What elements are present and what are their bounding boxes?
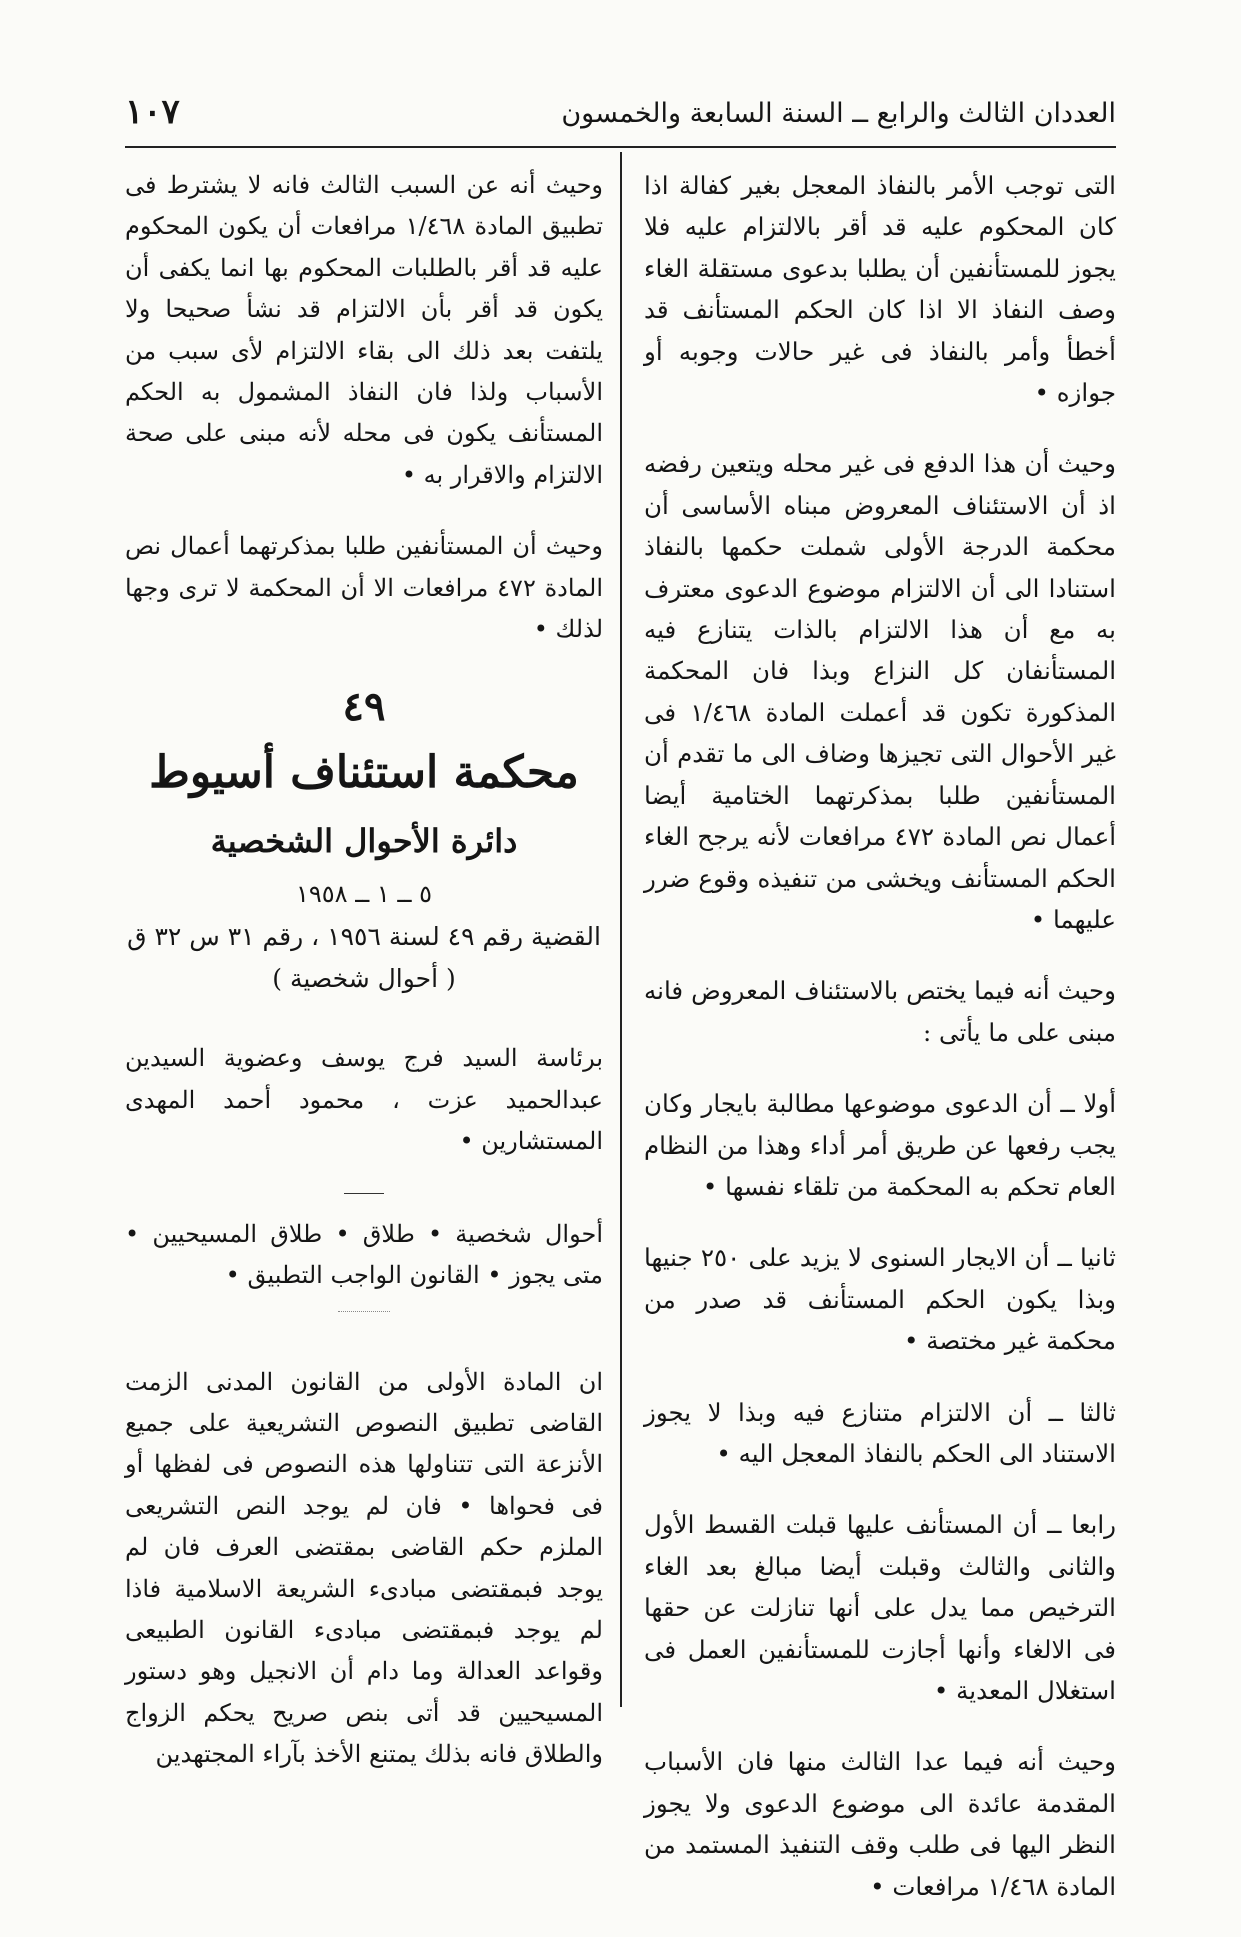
separator-rule	[344, 1193, 384, 1194]
paragraph: ثالثا ــ أن الالتزام متنازع فيه وبذا لا يجوز الاستناد الى الحكم بالنفاذ المعجل اليه •	[644, 1397, 1116, 1468]
separator-rule	[338, 1311, 390, 1312]
paragraph: رابعا ــ أن المستأنف عليها قبلت القسط الأول والثانى والثالث وقبلت أيضا مبالغ بعد الغاء الترخيص مما يدل على أنها تنازلت عن حقها فى الالغاء وأنها أجازت للمستأنفين العمل فى استغلال المعدية •	[644, 1510, 1116, 1705]
paragraph: وحيث أنه فيما يختص بالاستئناف المعروض فانه مبنى على ما يأتى :	[644, 976, 1116, 1047]
paragraph: وحيث أنه فيما عدا الثالث منها فان الأسباب المقدمة عائدة الى موضوع الدعوى ولا يجوز النظر اليها فى طلب وقف التنفيذ المستمد من المادة ١/٤٦٨ مرافعات •	[644, 1747, 1116, 1901]
paragraph: وحيث أن هذا الدفع فى غير محله ويتعين رفضه اذ أن الاستئناف المعروض مبناه الأساسى أن محكمة الدرجة الأولى شملت حكمها بالنفاذ استنادا الى أن الالتزام موضوع الدعوى معترف به مع أن هذا الالتزام بالذات يتنازع فيه المستأنفان كل النزاع وبذا فان المحكمة المذكورة تكون قد أعملت المادة ١/٤٦٨ فى غير الأحوال التى تجيزها وضاف الى ما تقدم أن المستأنفين طلبا بمذكرتهما الختامية أيضا أعمال نص المادة ٤٧٢ مرافعات لأنه يرجح الغاء الحكم المستأنف ويخشى من تنفيذه وقوع ضرر عليهما •	[644, 449, 1116, 934]
column-divider	[620, 152, 622, 1707]
case-date: ٥ ــ ١ ــ ١٩٥٨	[296, 880, 432, 909]
paragraph: ثانيا ــ أن الايجار السنوى لا يزيد على ٢٥٠ جنيها وبذا يكون الحكم المستأنف قد صدر من محكمة غير مختصة •	[644, 1243, 1116, 1356]
paragraph: وحيث أنه عن السبب الثالث فانه لا يشترط فى تطبيق المادة ١/٤٦٨ مرافعات أن يكون المحكوم عليه قد أقر بالطلبات المحكوم بها انما يكفى أن يكون قد أقر بأن الالتزام قد نشأ صحيحا ولا يلتفت بعد ذلك الى بقاء الالتزام لأى سبب من الأسباب ولذا فان النفاذ المشمول به الحكم المستأنف يكون فى محله لأنه مبنى على صحة الالتزام والاقرار به •	[125, 171, 603, 489]
header-rule	[125, 146, 1116, 148]
case-number: ٤٩	[342, 683, 386, 731]
case-reference: القضية رقم ٤٩ لسنة ١٩٥٦ ، رقم ٣١ س ٣٢ ق	[127, 922, 601, 952]
subject-tags: أحوال شخصية • طلاق • طلاق المسيحيين • متى يجوز • القانون الواجب التطبيق •	[125, 1219, 603, 1290]
court-name: محكمة استئناف أسيوط	[149, 747, 579, 799]
case-type: ( أحوال شخصية )	[272, 964, 456, 994]
legal-principle: ان المادة الأولى من القانون المدنى الزمت القاضى تطبيق النصوص التشريعية على جميع الأنزعة التى تتناولها هذه النصوص فى لفظها أو فى فحواها • فان لم يوجد النص التشريعى الملزم حكم القاضى بمقتضى العرف فان لم يوجد فبمقتضى مبادىء الشريعة الاسلامية فاذا لم يوجد فبمقتضى مبادىء القانون الطبيعى وقواعد العدالة وما دام أن الانجيل وهو دستور المسيحيين قد أتى بنص صريح يحكم الزواج والطلاق فانه بذلك يمتنع الأخذ بآراء المجتهدين	[125, 1367, 604, 1769]
paragraph: التى توجب الأمر بالنفاذ المعجل بغير كفالة اذا كان المحكوم عليه قد أقر بالالتزام عليه فلا يجوز للمستأنفين أن يطلبا بدعوى مستقلة الغاء وصف النفاذ الا اذا كان الحكم المستأنف قد أخطأ وأمر بالنفاذ فى غير حالات وجوبه أو جوازه •	[644, 171, 1116, 408]
bench-composition: برئاسة السيد فرج يوسف وعضوية السيدين عبدالحميد عزت ، محمود أحمد المهدى المستشارين •	[125, 1044, 603, 1156]
left-column	[125, 165, 603, 1806]
right-column	[644, 165, 1116, 1937]
page-header	[125, 88, 1116, 140]
page-number: ١٠٧	[125, 92, 180, 132]
paragraph: أولا ــ أن الدعوى موضوعها مطالبة بايجار وكان يجب رفعها عن طريق أمر أداء وهذا من النظام العام تحكم به المحكمة من تلقاء نفسها •	[644, 1089, 1116, 1201]
running-title: العددان الثالث والرابع ــ السنة السابعة والخمسون	[561, 98, 1116, 129]
circuit-name: دائرة الأحوال الشخصية	[210, 822, 518, 861]
case-heading	[125, 680, 603, 1000]
paragraph: وحيث أن المستأنفين طلبا بمذكرتهما أعمال نص المادة ٤٧٢ مرافعات الا أن المحكمة لا ترى وجها لذلك •	[125, 532, 604, 644]
